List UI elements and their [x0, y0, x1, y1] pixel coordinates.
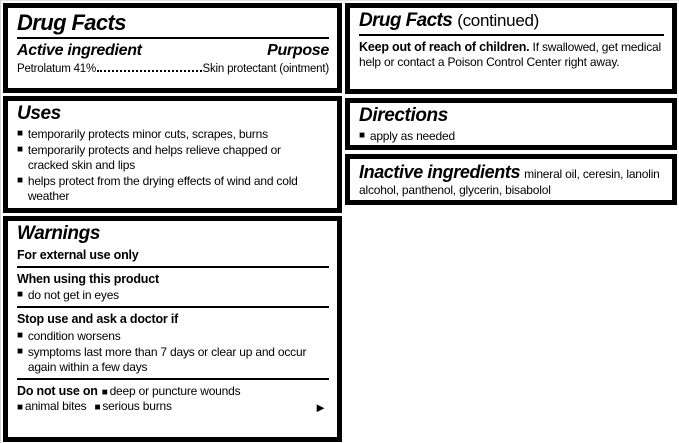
purpose-label: Purpose [267, 42, 329, 60]
panel-uses [3, 96, 342, 213]
list-item [17, 143, 301, 173]
bullet-square-icon: ■ [17, 402, 23, 414]
divider [17, 378, 329, 380]
keep-out-paragraph [359, 39, 664, 70]
continued-suffix: (continued) [457, 11, 539, 30]
list-item [359, 129, 664, 144]
divider [17, 37, 329, 39]
drug-facts-title: Drug Facts [17, 10, 126, 35]
bullet-square-icon: ■ [17, 329, 23, 341]
divider [359, 34, 664, 36]
bullet-square-icon: ■ [101, 387, 108, 399]
bullet-square-icon: ■ [17, 345, 23, 357]
list-item-text: apply as needed [369, 128, 455, 143]
list-item-text: animal bites [24, 399, 87, 414]
bullet-square-icon: ■ [17, 127, 23, 139]
list-item-text: temporarily protects minor cuts, scrapes, burns [27, 126, 268, 141]
panel-warnings [3, 216, 342, 442]
list-item [17, 127, 301, 142]
panel-drug-facts-continued [345, 3, 677, 94]
bullet-square-icon: ■ [17, 143, 23, 155]
warnings-title: Warnings [17, 223, 101, 244]
list-item [17, 329, 329, 344]
inactive-ingredients-text: mineral oil, ceresin, lanolin alcohol, panthenol, glycerin, bisabolol [359, 167, 660, 198]
bullet-square-icon: ■ [359, 129, 365, 141]
list-item [17, 174, 301, 204]
list-item [17, 345, 317, 375]
do-not-use-heading: Do not use on [17, 384, 98, 399]
stop-use-heading: Stop use and ask a doctor if [17, 312, 179, 327]
active-ingredient-header-row [17, 42, 329, 60]
list-item-text: do not get in eyes [27, 288, 119, 303]
title-text: Drug Facts [359, 10, 453, 31]
directions-title: Directions [359, 105, 448, 126]
keep-out-bold: Keep out of reach of children. [359, 39, 530, 54]
external-use-text: For external use only [17, 247, 139, 262]
left-column [3, 3, 342, 443]
inactive-ingredients-title: Inactive ingredients [359, 162, 521, 182]
list-item [17, 288, 329, 303]
list-item-text: deep or puncture wounds [109, 384, 241, 399]
bullet-square-icon: ■ [17, 289, 23, 301]
bullet-square-icon: ■ [17, 175, 23, 187]
when-using-heading: When using this product [17, 272, 159, 287]
active-ingredient-label: Active ingredient [17, 42, 142, 60]
purpose-value: Skin protectant (ointment) [202, 63, 329, 76]
panel-directions [345, 98, 677, 150]
divider [17, 306, 329, 308]
drug-facts-continued-title [359, 11, 664, 32]
list-item-text: symptoms last more than 7 days or clear up and occur again within a few days [27, 344, 307, 374]
bullet-square-icon: ■ [94, 402, 101, 414]
list-item-text: condition worsens [27, 328, 121, 343]
uses-title: Uses [17, 103, 61, 124]
panel-drug-facts [3, 3, 342, 93]
keep-out-rest: If swallowed, get medical help or contact a Poison Control Center right away. [359, 39, 661, 70]
list-item-text: serious burns [102, 399, 172, 414]
dotted-leader [97, 70, 201, 72]
divider [17, 266, 329, 268]
panel-inactive-ingredients [345, 154, 677, 205]
inactive-ingredients-paragraph [359, 161, 664, 198]
do-not-use-line-2 [17, 399, 329, 414]
do-not-use-items [17, 399, 172, 414]
uses-list [17, 127, 301, 205]
continue-arrow-icon: ► [314, 399, 327, 415]
do-not-use-line [17, 383, 329, 399]
ingredient-row [17, 63, 329, 75]
list-item-text: helps protect from the drying effects of wind and cold weather [27, 174, 298, 204]
list-item-text: temporarily protects and helps relieve chapped or cracked skin and lips [27, 142, 281, 173]
ingredient-name: Petrolatum 41% [17, 63, 97, 76]
right-column [345, 3, 677, 209]
